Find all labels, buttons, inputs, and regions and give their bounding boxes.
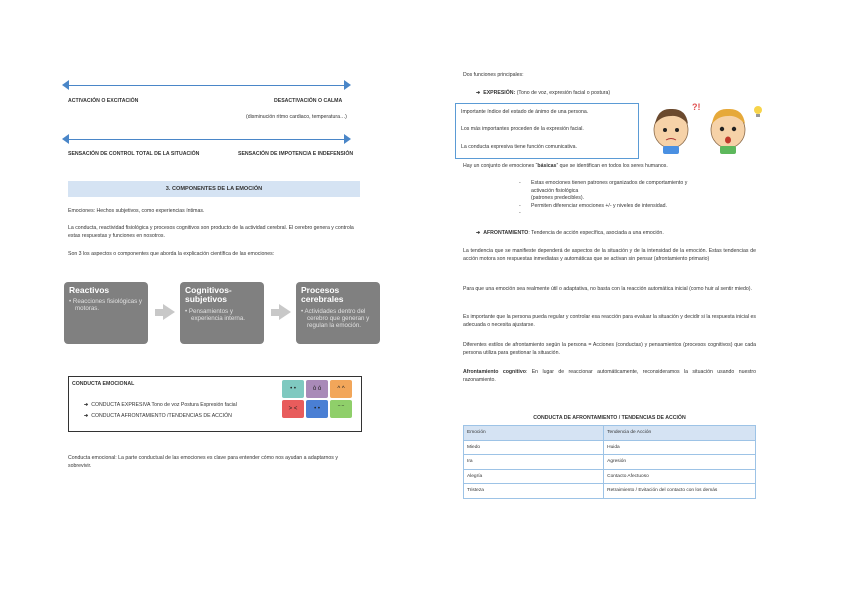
info-line-2: Los más importantes proceden de la expresión facial. xyxy=(461,126,584,132)
table-header-cell: Tendencia de Acción xyxy=(604,426,756,441)
arrow-right-icon xyxy=(344,80,351,90)
list-item: - Estas emociones tienen patrones organizados de comportamiento y xyxy=(519,180,688,186)
table-row xyxy=(464,455,756,470)
list-item: - xyxy=(519,210,521,217)
basicas-list xyxy=(519,180,744,218)
paragraph-emociones: Emociones: Hechos subjetivos, como experiencias íntimas. xyxy=(68,208,205,214)
axis2-left-label: SENSACIÓN DE CONTROL TOTAL DE LA SITUACIÓN xyxy=(68,151,200,157)
table-header-cell: Emoción xyxy=(464,426,604,441)
info-line-3: La conducta expresiva tiene función comunicativa. xyxy=(461,144,577,150)
process-title: Reactivos xyxy=(69,285,110,295)
axis1-right-label: DESACTIVACIÓN O CALMA xyxy=(274,98,343,104)
arrow-right-icon: ➔ xyxy=(476,230,481,236)
info-line-1: Importante índice del estado de ánimo de una persona. xyxy=(461,109,589,115)
emotion-face-icon: ^ ^ xyxy=(330,380,352,398)
table-title: CONDUCTA DE AFRONTAMIENTO / TENDENCIAS DE ACCIÓN xyxy=(533,415,686,421)
paragraph-aspectos: Son 3 los aspectos o componentes que aborda la explicación científica de las emociones: xyxy=(68,251,275,257)
table-cell: Huida xyxy=(604,440,756,455)
surprised-kid-icon xyxy=(711,109,745,154)
table-row xyxy=(464,440,756,455)
table-row xyxy=(464,484,756,499)
table-header-row xyxy=(464,426,756,441)
emotion-face-icon: ò ó xyxy=(306,380,328,398)
process-title: Procesos cerebrales xyxy=(301,285,344,305)
axis1-left-label: ACTIVACIÓN O EXCITACIÓN xyxy=(68,98,139,104)
exclamation-marks-icon: ?! xyxy=(692,102,701,112)
basicas-paragraph: Hay un conjunto de emociones “básicas” que se identifican en todos los seres humanos. xyxy=(463,163,668,169)
paragraph-cognitivo: Afrontamiento cognitivo: En lugar de reaccionar automáticamente, reconsideramos la situación usando nuestro razonamiento. xyxy=(463,369,756,383)
table-cell: Agresión xyxy=(604,455,756,470)
emotion-face-icon: > < xyxy=(282,400,304,418)
expresion-line xyxy=(476,90,610,98)
chevron-right-icon xyxy=(271,309,279,316)
paragraph-conducta: La conducta, reactividad fisiológica y procesos cognitivos son producto de la actividad cerebral. El cerebro genera y controla estas respuestas y funciones en nosotros. xyxy=(68,225,354,239)
emotion-face-icon: ‾ ‾ xyxy=(330,400,352,418)
section-title: 3. COMPONENTES DE LA EMOCIÓN xyxy=(165,186,263,192)
arrow-right-icon: ➔ xyxy=(84,402,89,408)
arrow-right-icon: ➔ xyxy=(84,413,89,419)
table-cell: Alegría xyxy=(464,469,604,484)
process-box-cognitivos xyxy=(180,282,264,344)
chevron-right-icon xyxy=(163,304,175,320)
lightbulb-icon xyxy=(754,106,762,117)
paragraph-conducta-emocional: Conducta emocional: La parte conductual de las emociones es clave para entender cómo nos ayudan a adaptarnos y sobrevivir. xyxy=(68,455,338,469)
paragraph-adaptativa: Para que una emoción sea realmente útil o adaptativa, no basta con la reacción automática inicial (como huir al sentir miedo). xyxy=(463,286,752,292)
table-cell: Contacto Afectuoso xyxy=(604,469,756,484)
table-cell: Tristeza xyxy=(464,484,604,499)
paragraph-regular: Es importante que la persona pueda regular y controlar esa reacción para evaluar la situación y decidir si la respuesta inicial es adecuada o necesita ajustarse. xyxy=(463,314,756,328)
process-bullet: • Pensamientos y experiencia interna. xyxy=(185,307,246,322)
section-title-bar xyxy=(68,181,360,197)
afrontamiento-table xyxy=(463,425,756,499)
axis1-note: (disminución ritmo cardiaco, temperatura…) xyxy=(246,114,347,120)
arrow-right-icon xyxy=(344,134,351,144)
emotion-face-icon: • • xyxy=(306,400,328,418)
expresion-label: EXPRESIÓN: xyxy=(483,90,516,96)
arrow-right-icon: ➔ xyxy=(476,90,481,96)
paragraph-tendencia: La tendencia que se manifieste dependerá de aspectos de la situación y de la intensidad de la emoción. Estas tendencias de acción motora son respuestas inmediatas y automáticas que se activan sin pensar (afrontamiento primario) xyxy=(463,248,756,262)
chevron-right-icon xyxy=(279,304,291,320)
table-cell: Retraimiento / Evitación del contacto con los demás xyxy=(604,484,756,499)
list-item: activación fisiológica xyxy=(531,187,579,194)
process-title: Cognitivos-subjetivos xyxy=(185,285,232,305)
paragraph-estilos: Diferentes estilos de afrontamiento según la persona = Acciones (conductas) y pensamientos (procesos cognitivos) que cada persona utiliza para gestionar la situación. xyxy=(463,342,756,356)
process-box-cerebrales xyxy=(296,282,380,344)
table-cell: Miedo xyxy=(464,440,604,455)
axis-line-control xyxy=(68,139,344,140)
emotion-face-icon: • • xyxy=(282,380,304,398)
process-bullet: • Reacciones fisiológicas y motoras. xyxy=(69,298,143,313)
expresion-text: (Tono de voz, expresión facial o postura) xyxy=(515,90,611,96)
funciones-intro: Dos funciones principales: xyxy=(463,72,524,78)
axis-line-activation xyxy=(68,85,344,86)
list-item: (patrones predecibles). xyxy=(531,195,585,202)
conducta-box-title: CONDUCTA EMOCIONAL xyxy=(72,381,135,387)
cartoon-kids-illustration xyxy=(646,100,766,155)
axis2-right-label: SENSACIÓN DE IMPOTENCIA E INDEFENSIÓN xyxy=(238,151,354,157)
afrontamiento-line: ➔ AFRONTAMIENTO: Tendencia de acción específica, asociada a una emoción. xyxy=(476,230,664,236)
process-box-reactivos xyxy=(64,282,148,344)
table-cell: Ira xyxy=(464,455,604,470)
conducta-item-afrontamiento: ➔ CONDUCTA AFRONTAMIENTO /TENDENCIAS DE ACCIÓN xyxy=(84,413,232,419)
process-bullet: • Actividades dentro del cerebro que generan y regulan la emoción. xyxy=(301,307,370,329)
table-row xyxy=(464,469,756,484)
list-item: - Permiten diferenciar emociones +/- y niveles de intensidad. xyxy=(519,202,667,209)
chevron-right-icon xyxy=(155,309,163,316)
conducta-item-expresiva: ➔ CONDUCTA EXPRESIVA Tono de voz Postura Expresión facial xyxy=(84,402,237,408)
thinking-kid-icon xyxy=(654,109,688,154)
